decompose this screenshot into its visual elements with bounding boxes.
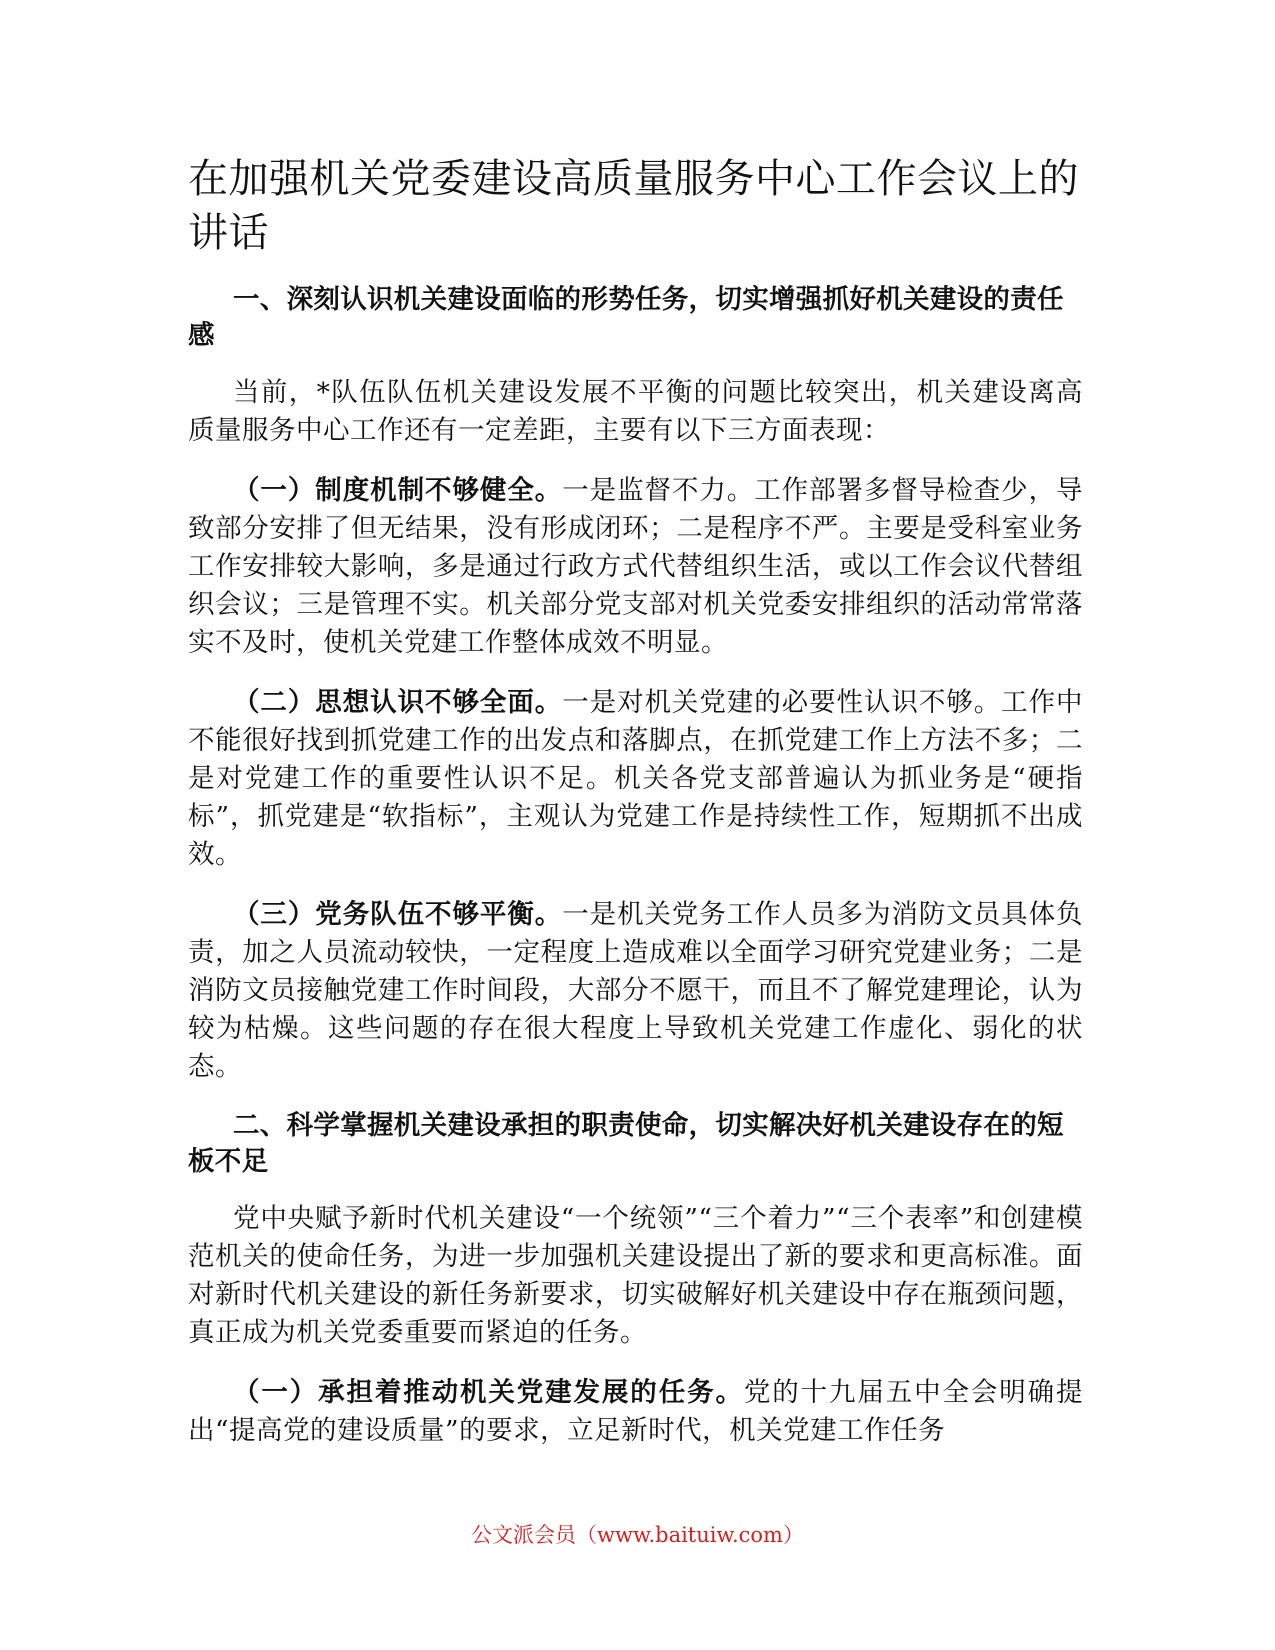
section-heading-2: 二、科学掌握机关建设承担的职责使命，切实解决好机关建设存在的短板不足 xyxy=(188,1110,1064,1177)
paragraph xyxy=(188,684,1083,874)
paragraph-text: 一是对机关党建的必要性认识不够。工作中不能很好找到抓党建工作的出发点和落脚点，在抓党建工作上方法不多；二是对党建工作的重要性认识不足。机关各党支部普遍认为抓业务是“硬指标”，抓党建是“软指标”，主观认为党建工作是持续性工作，短期抓不出成效。 xyxy=(188,687,1084,870)
paragraph-lead: （三）党务队伍不够平衡。 xyxy=(233,899,563,930)
document-title: 在加强机关党委建设高质量服务中心工作会议上的讲话 xyxy=(188,156,1079,256)
paragraph xyxy=(188,1200,1083,1352)
paragraph-lead: （一）承担着推动机关党建发展的任务。 xyxy=(233,1377,744,1408)
paragraph-text: 党中央赋予新时代机关建设“一个统领”“三个着力”“三个表率”和创建模范机关的使命任务，为进一步加强机关建设提出了新的要求和更高标准。面对新时代机关建设的新任务新要求，切实破解好机关建设中存在瓶颈问题，真正成为机关党委重要而紧迫的任务。 xyxy=(188,1203,1083,1348)
paragraph-text: 党的十九届五中全会明确提出“提高党的建设质量”的要求，立足新时代，机关党建工作任务 xyxy=(188,1377,1084,1446)
paragraph-text: 当前，*队伍队伍机关建设发展不平衡的问题比较突出，机关建设离高质量服务中心工作还有一定差距，主要有以下三方面表现： xyxy=(188,377,1083,446)
document-body xyxy=(188,152,1083,1472)
section-heading-1: 一、深刻认识机关建设面临的形势任务，切实增强抓好机关建设的责任感 xyxy=(188,284,1064,351)
paragraph xyxy=(188,374,1083,450)
paragraph-text: 一是监督不力。工作部署多督导检查少，导致部分安排了但无结果，没有形成闭环；二是程序不严。主要是受科室业务工作安排较大影响，多是通过行政方式代替组织生活，或以工作会议代替组织会议；三是管理不实。机关部分党支部对机关党委安排组织的活动常常落实不及时，使机关党建工作整体成效不明显。 xyxy=(188,475,1084,658)
paragraph-lead: （二）思想认识不够全面。 xyxy=(233,687,563,718)
paragraph xyxy=(188,472,1083,662)
paragraph xyxy=(188,1374,1083,1450)
paragraph-lead: （一）制度机制不够健全。 xyxy=(233,475,563,506)
footer-watermark-link[interactable]: 公文派会员（www.baituiw.com） xyxy=(471,1523,804,1547)
paragraph-text: 一是机关党务工作人员多为消防文员具体负责，加之人员流动较快，一定程度上造成难以全面学习研究党建业务；二是消防文员接触党建工作时间段，大部分不愿干，而且不了解党建理论，认为较为枯燥。这些问题的存在很大程度上导致机关党建工作虚化、弱化的状态。 xyxy=(188,899,1084,1082)
paragraph xyxy=(188,896,1083,1086)
